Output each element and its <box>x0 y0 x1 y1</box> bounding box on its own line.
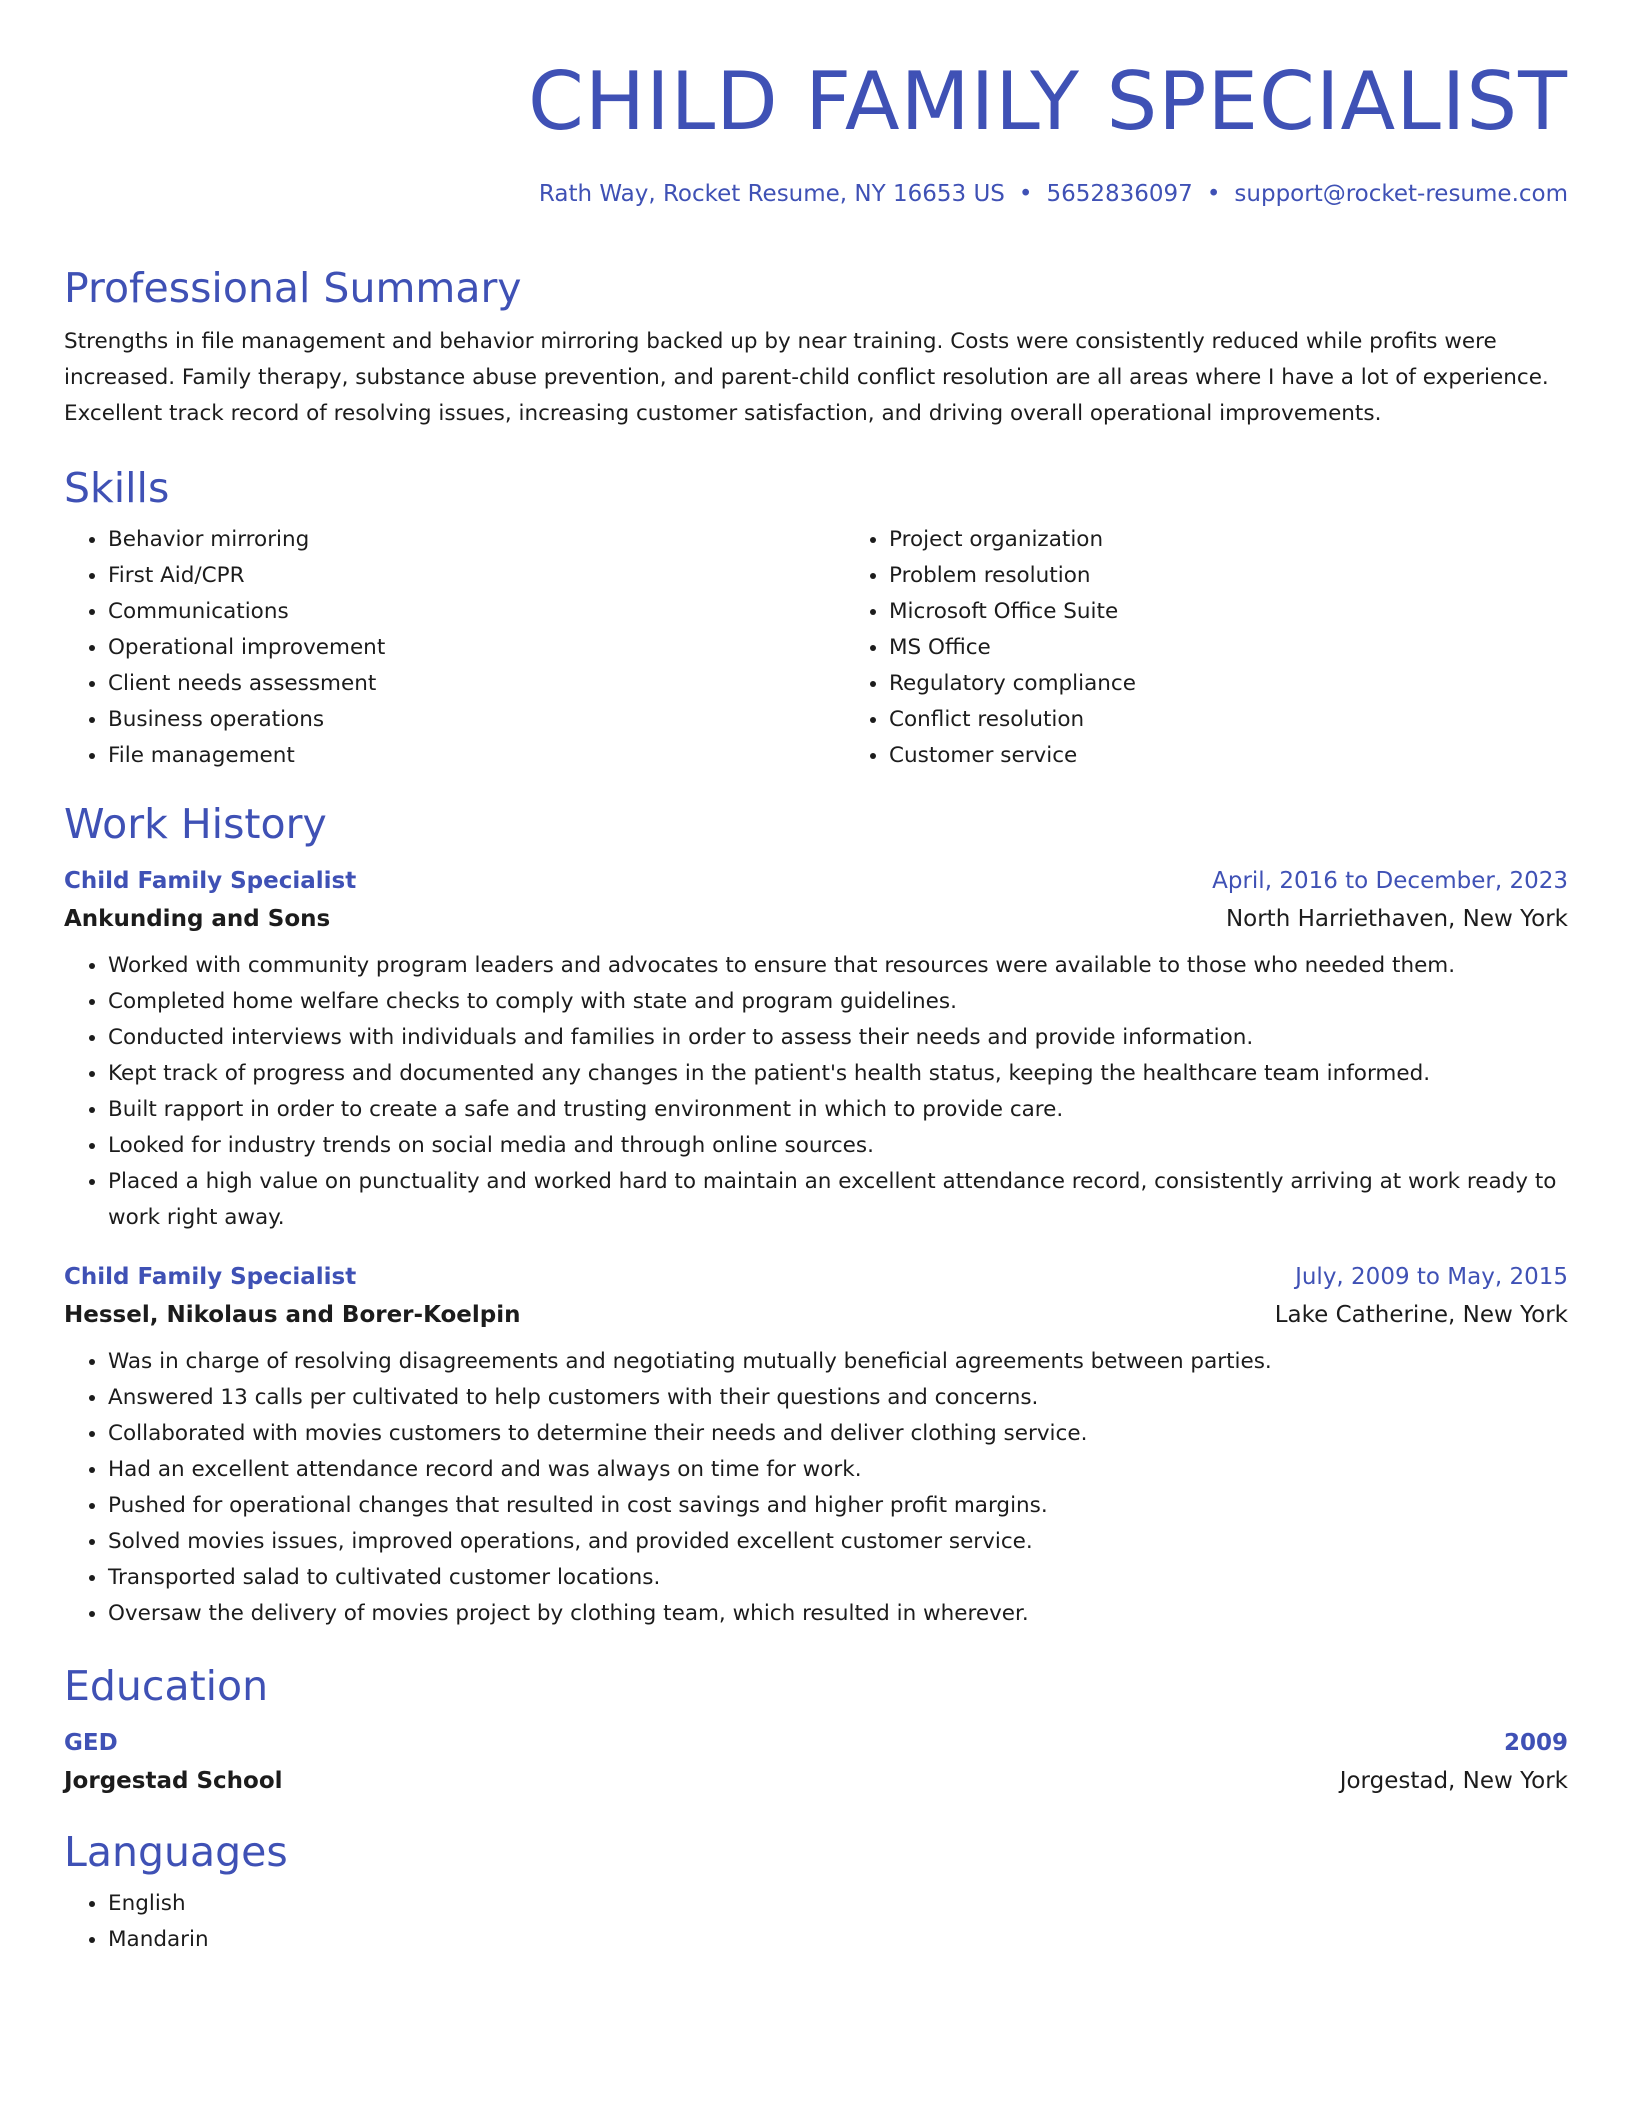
skills-section <box>64 462 1568 774</box>
job-duty: • Had an excellent attendance record and was always on time for work. <box>108 1452 1568 1488</box>
job-duty: • Built rapport in order to create a safe and trusting environment in which to provide care. <box>108 1092 1568 1128</box>
contact-separator: • <box>1018 181 1033 207</box>
education-location: Jorgestad, New York <box>1339 1768 1568 1794</box>
education-year: 2009 <box>1503 1730 1568 1756</box>
skill-item: • Regulatory compliance <box>889 666 1568 702</box>
languages-section <box>64 1826 1568 1958</box>
job-entry <box>64 862 1568 1236</box>
work-history-section <box>64 798 1568 1632</box>
skill-item: • Conflict resolution <box>889 702 1568 738</box>
summary-heading: Professional Summary <box>64 264 522 312</box>
job-duty: • Completed home welfare checks to comply with state and program guidelines. <box>108 984 1568 1020</box>
skill-item: • Project organization <box>889 522 1568 558</box>
contact-address: Rath Way, Rocket Resume, NY 16653 US <box>538 181 1005 207</box>
skill-item: • File management <box>108 738 845 774</box>
job-duty: • Oversaw the delivery of movies project by clothing team, which resulted in wherever. <box>108 1596 1568 1632</box>
job-header <box>64 1258 1568 1296</box>
education-school-row <box>64 1762 1568 1800</box>
job-title: Child Family Specialist <box>64 1264 357 1290</box>
job-duty: • Collaborated with movies customers to determine their needs and deliver clothing service. <box>108 1416 1568 1452</box>
skill-item: • Behavior mirroring <box>108 522 845 558</box>
job-duty: • Answered 13 calls per cultivated to help customers with their questions and concerns. <box>108 1380 1568 1416</box>
job-duty: • Placed a high value on punctuality and worked hard to maintain an excellent attendance record, consistently arriving at work ready to work right away. <box>108 1164 1568 1236</box>
language-item: • Mandarin <box>108 1922 1568 1958</box>
job-location: North Harriethaven, New York <box>1225 906 1568 932</box>
skills-heading: Skills <box>64 464 170 512</box>
education-heading: Education <box>64 1662 269 1710</box>
job-duty: • Conducted interviews with individuals and families in order to assess their needs and provide information. <box>108 1020 1568 1056</box>
job-duty: • Pushed for operational changes that resulted in cost savings and higher profit margins. <box>108 1488 1568 1524</box>
job-title: Child Family Specialist <box>64 868 357 894</box>
languages-heading: Languages <box>64 1828 288 1876</box>
contact-line <box>64 176 1568 212</box>
job-dates: April, 2016 to December, 2023 <box>1212 868 1568 894</box>
job-duty: • Solved movies issues, improved operations, and provided excellent customer service. <box>108 1524 1568 1560</box>
contact-email[interactable]: support@rocket-resume.com <box>1234 181 1568 207</box>
skill-item: • Problem resolution <box>889 558 1568 594</box>
job-location: Lake Catherine, New York <box>1274 1302 1568 1328</box>
job-entry <box>64 1258 1568 1632</box>
job-duties <box>64 1344 1568 1632</box>
job-duty: • Was in charge of resolving disagreements and negotiating mutually beneficial agreements between parties. <box>108 1344 1568 1380</box>
job-duties <box>64 948 1568 1236</box>
job-duty: • Worked with community program leaders and advocates to ensure that resources were available to those who needed them. <box>108 948 1568 984</box>
contact-separator: • <box>1206 181 1221 207</box>
skills-list-right <box>845 522 1568 774</box>
education-section <box>64 1660 1568 1800</box>
skill-item: • Microsoft Office Suite <box>889 594 1568 630</box>
education-header <box>64 1724 1568 1762</box>
education-school: Jorgestad School <box>64 1768 283 1794</box>
job-company: Ankunding and Sons <box>64 906 331 932</box>
job-duty: • Transported salad to cultivated customer locations. <box>108 1560 1568 1596</box>
language-item: • English <box>108 1886 1568 1922</box>
skills-list-left <box>64 522 845 774</box>
summary-section <box>64 262 1568 432</box>
skill-item: • Operational improvement <box>108 630 845 666</box>
education-degree: GED <box>64 1730 118 1756</box>
skills-columns <box>64 522 1568 774</box>
job-company-row <box>64 1296 1568 1334</box>
job-company-row <box>64 900 1568 938</box>
languages-list <box>64 1886 1568 1958</box>
skill-item: • Client needs assessment <box>108 666 845 702</box>
job-dates: July, 2009 to May, 2015 <box>1295 1264 1568 1290</box>
job-company: Hessel, Nikolaus and Borer-Koelpin <box>64 1302 521 1328</box>
contact-phone: 5652836097 <box>1046 181 1193 207</box>
skill-item: • Business operations <box>108 702 845 738</box>
job-duty: • Kept track of progress and documented any changes in the patient's health status, keeping the healthcare team informed. <box>108 1056 1568 1092</box>
work-history-heading: Work History <box>64 800 327 848</box>
summary-text: Strengths in file management and behavior mirroring backed up by near training. Costs were consistently reduced while profits were increased. Family therapy, substance abuse prevention, and parent-child conflict resolution are all areas where I have a lot of experience. Excellent track record of resolving issues, increasing customer satisfaction, and driving overall operational improvements. <box>64 329 1549 426</box>
skill-item: • Communications <box>108 594 845 630</box>
skill-item: • MS Office <box>889 630 1568 666</box>
skill-item: • First Aid/CPR <box>108 558 845 594</box>
page-title: CHILD FAMILY SPECIALIST <box>527 55 1568 148</box>
job-duty: • Looked for industry trends on social media and through online sources. <box>108 1128 1568 1164</box>
job-header <box>64 862 1568 900</box>
skill-item: • Customer service <box>889 738 1568 774</box>
